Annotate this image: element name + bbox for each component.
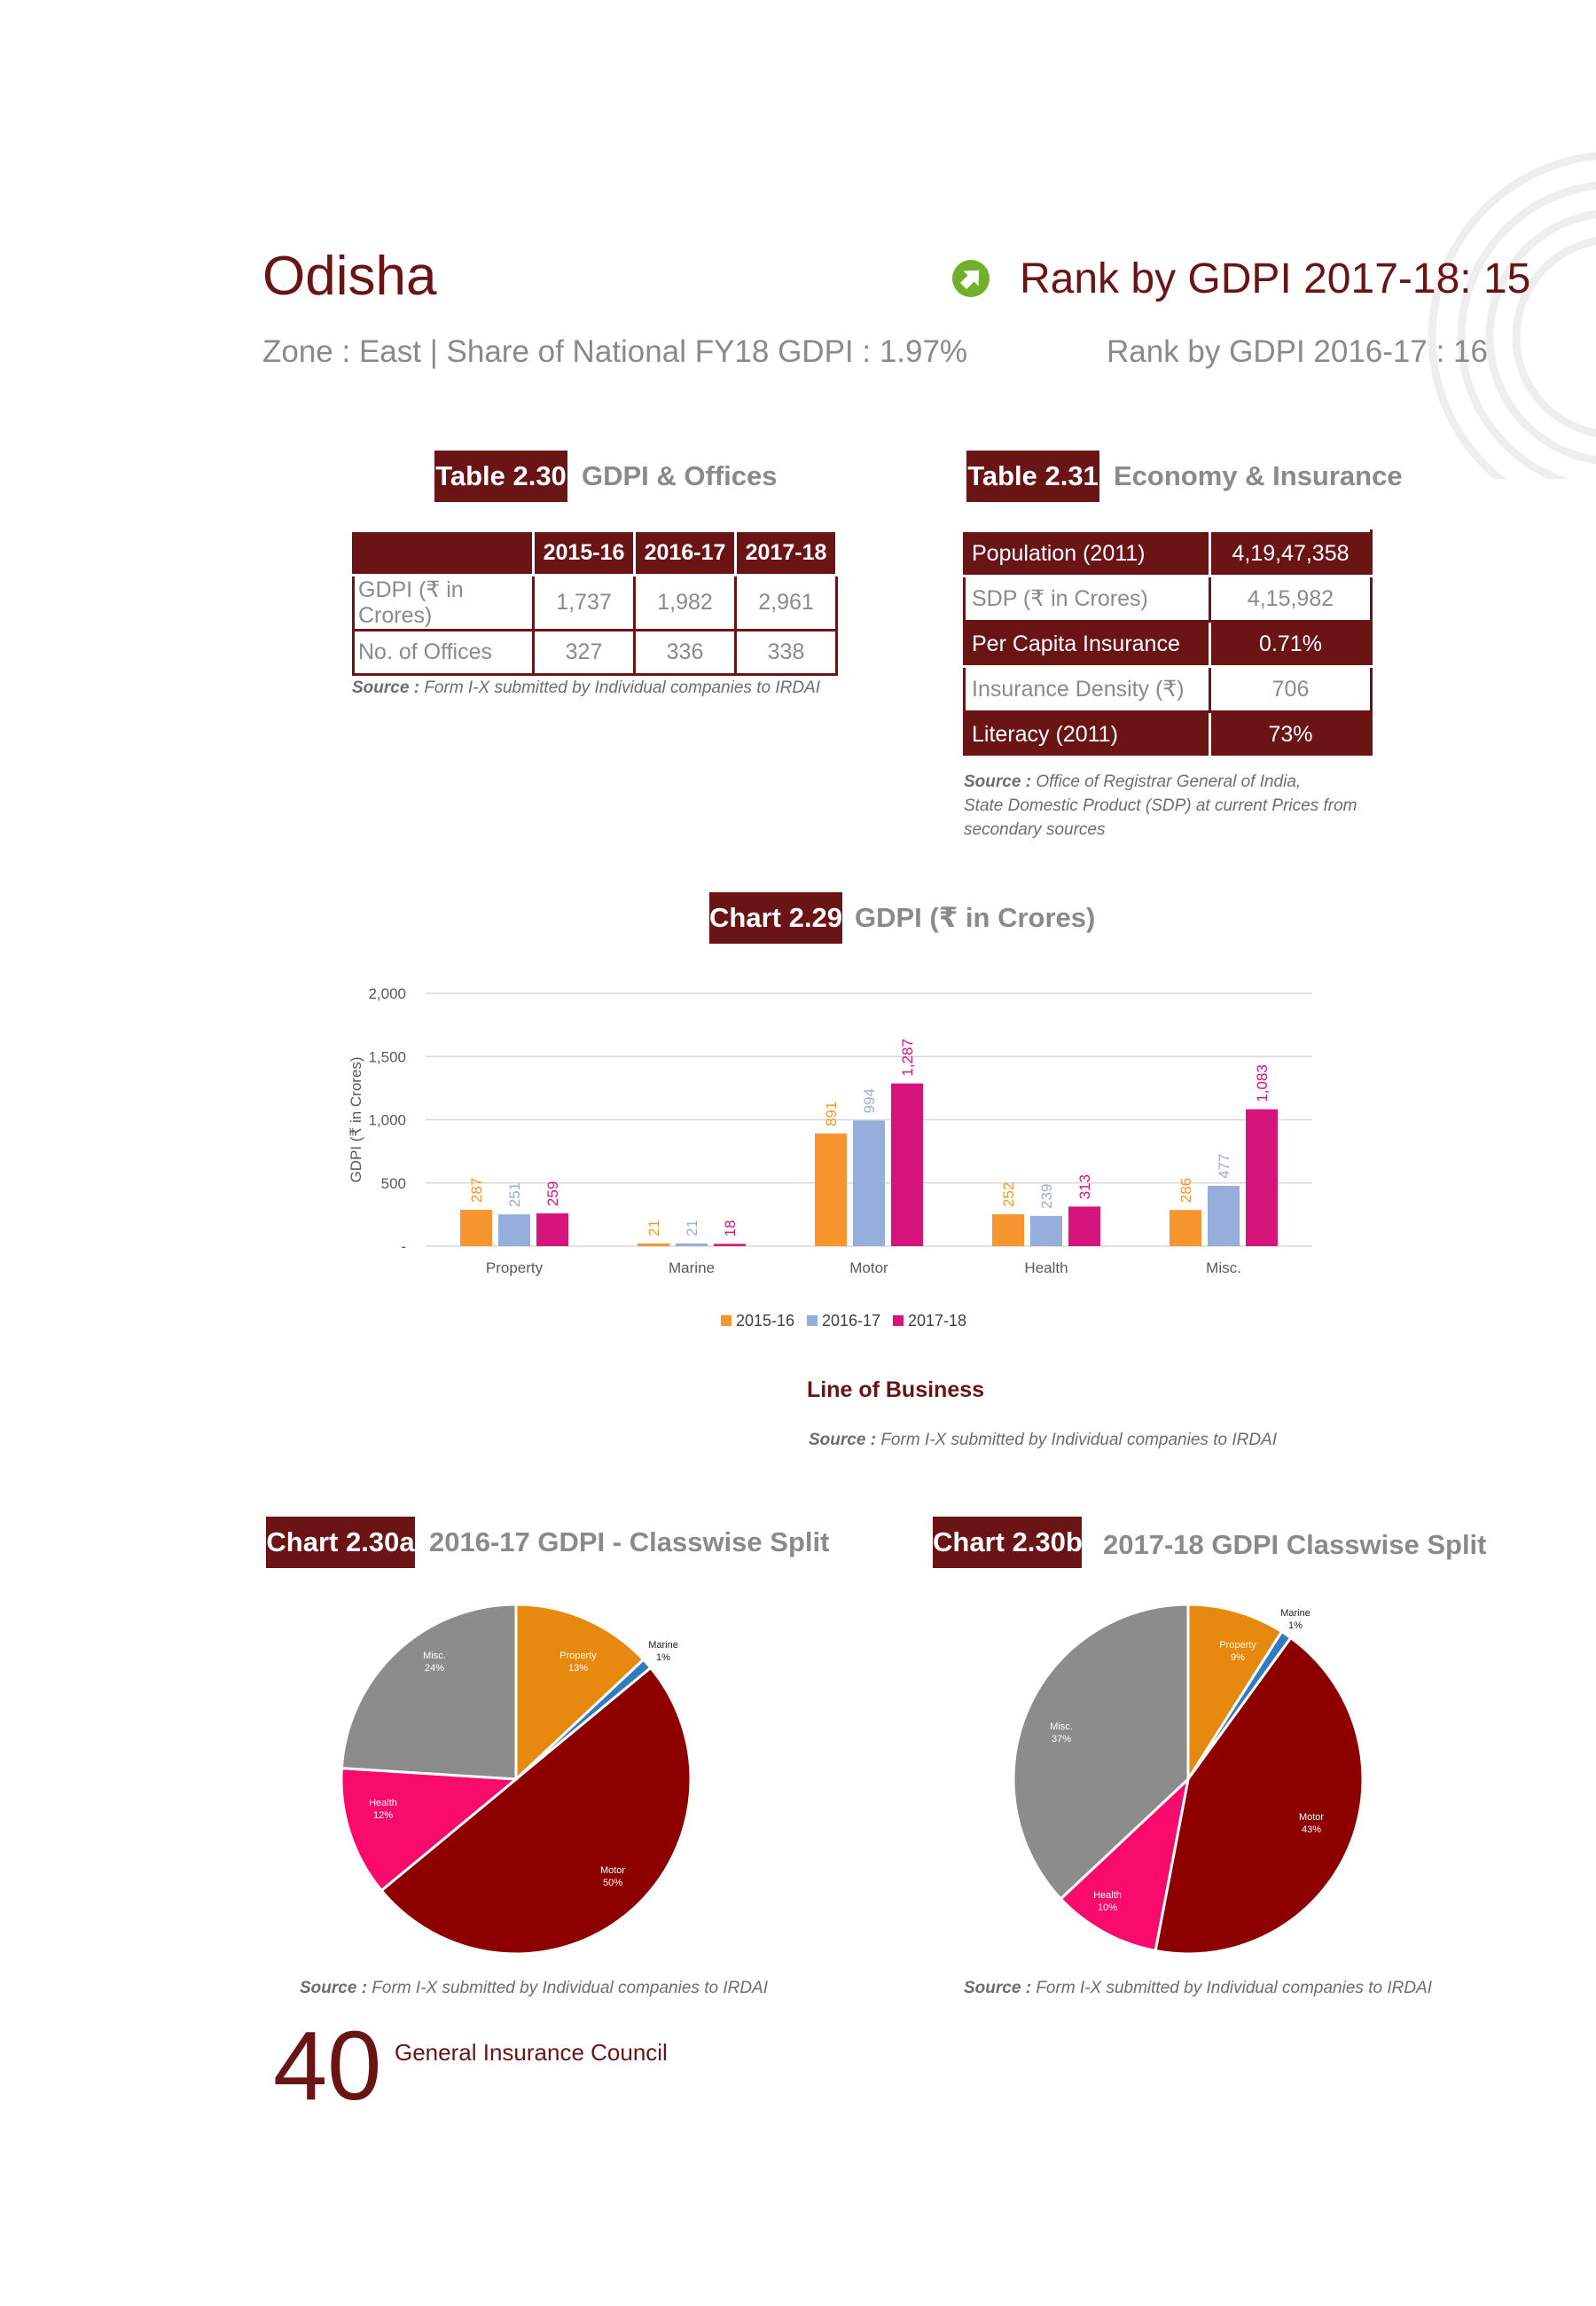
x-tick-label: Misc. (1206, 1259, 1241, 1276)
chart-229-number: Chart 2.29 (709, 892, 842, 944)
table-231-source (964, 770, 1357, 842)
legend-label: 2015-16 (736, 1312, 795, 1329)
bar-data-label: 313 (1076, 1174, 1093, 1200)
x-tick-label: Marine (669, 1259, 715, 1276)
row-label: Literacy (2011) (965, 712, 1210, 757)
table-231-caption: Economy & Insurance (1114, 460, 1403, 491)
source-label: Source : (809, 1431, 877, 1449)
bar (536, 1213, 568, 1246)
slice-percent: 1% (656, 1652, 670, 1663)
bar-data-label: 21 (645, 1220, 662, 1237)
bar-data-label: 21 (684, 1220, 700, 1237)
bar (992, 1214, 1024, 1246)
economy-insurance-table (963, 529, 1373, 758)
row-label: GDPI (₹ in Crores) (354, 576, 534, 631)
source-label: Source : (352, 678, 420, 697)
pie-chart-2016-17 (325, 1588, 706, 1978)
source-text: Form I-X submitted by Individual companies to IRDAI (1036, 1979, 1432, 1997)
bar (853, 1120, 885, 1246)
slice-percent: 50% (602, 1878, 623, 1888)
table-row (965, 667, 1372, 712)
table-cell: 4,15,982 (1210, 576, 1372, 622)
table-cell: 73% (1210, 712, 1372, 757)
row-label: SDP (₹ in Crores) (965, 576, 1210, 622)
source-line: secondary sources (964, 820, 1106, 839)
slice-label: Motor (1298, 1812, 1325, 1823)
slice-percent: 37% (1051, 1734, 1072, 1745)
bar-data-label: 252 (1000, 1181, 1017, 1208)
bar-data-label: 286 (1177, 1177, 1194, 1204)
source-label: Source : (300, 1979, 368, 1997)
gdpi-bar-chart (341, 967, 1334, 1348)
bar (498, 1214, 530, 1246)
bar (460, 1210, 492, 1246)
table-row (354, 576, 837, 631)
y-tick-label: 1,000 (368, 1111, 406, 1129)
y-tick-label: 1,500 (368, 1048, 406, 1066)
bar-data-label: 994 (861, 1087, 878, 1114)
y-tick-label: 500 (380, 1174, 406, 1192)
table-230-caption: GDPI & Offices (582, 460, 778, 491)
bar-data-label: 477 (1216, 1153, 1232, 1180)
table-230-source (352, 676, 820, 700)
bar-data-label: 239 (1038, 1183, 1055, 1209)
table-header-row (354, 531, 837, 576)
pie-chart-2017-18 (997, 1588, 1378, 1978)
x-tick-label: Property (485, 1259, 544, 1276)
slice-percent: 12% (372, 1810, 394, 1821)
y-tick-label: - (401, 1238, 406, 1255)
table-row (965, 622, 1372, 667)
table-cell: 4,19,47,358 (1210, 531, 1372, 576)
bar (1030, 1216, 1062, 1246)
slice-label: Health (1093, 1890, 1122, 1901)
table-231-number: Table 2.31 (966, 451, 1099, 502)
bar-data-label: 1,287 (899, 1039, 916, 1077)
bar-data-label: 18 (722, 1220, 739, 1237)
source-line: State Domestic Product (SDP) at current Prices from (964, 796, 1357, 815)
legend-swatch (893, 1315, 904, 1326)
slice-label: Misc. (1050, 1722, 1073, 1732)
slice-percent: 10% (1097, 1902, 1118, 1913)
rank-current: Rank by GDPI 2017-18: 15 (1020, 255, 1531, 302)
legend-label: 2017-18 (908, 1312, 967, 1329)
bar (891, 1084, 923, 1246)
slice-percent: 43% (1301, 1824, 1322, 1835)
source-label: Source : (964, 1979, 1032, 1997)
source-text: Form I-X submitted by Individual companies to IRDAI (880, 1431, 1277, 1449)
table-cell: 706 (1210, 667, 1372, 712)
bar-data-label: 251 (506, 1181, 523, 1208)
table-cell: 1,982 (635, 576, 736, 631)
source-line: Office of Registrar General of India, (1036, 773, 1302, 791)
chart-230a-caption: 2016-17 GDPI - Classwise Split (429, 1526, 830, 1557)
slice-label: Misc. (423, 1651, 446, 1661)
chart-229-source (809, 1428, 1277, 1452)
bar (1208, 1186, 1240, 1246)
pie-slice (341, 1604, 516, 1779)
legend-swatch (721, 1315, 732, 1326)
slice-label: Marine (648, 1640, 678, 1651)
table-row (965, 576, 1372, 622)
table-row (354, 631, 837, 675)
table-cell: 336 (635, 631, 736, 675)
page-title: Odisha (262, 246, 437, 307)
bar-data-label: 287 (468, 1177, 485, 1204)
slice-percent: 1% (1288, 1620, 1303, 1631)
table-row (965, 531, 1372, 576)
x-tick-label: Motor (849, 1259, 888, 1276)
slice-label: Motor (599, 1865, 626, 1876)
source-label: Source : (964, 773, 1032, 791)
bar (815, 1133, 847, 1246)
table-cell: 2,961 (736, 576, 837, 631)
slice-percent: 24% (424, 1663, 445, 1674)
slice-percent: 13% (567, 1663, 589, 1674)
gdpi-offices-table (352, 529, 838, 676)
chart-229-xlabel: Line of Business (807, 1377, 985, 1402)
chart-230a-source (300, 1976, 768, 2000)
source-text: Form I-X submitted by Individual companies to IRDAI (424, 678, 820, 697)
bar (714, 1243, 746, 1246)
bar (638, 1243, 669, 1246)
bar-data-label: 259 (544, 1180, 561, 1207)
y-tick-label: 2,000 (368, 985, 406, 1002)
table-cell: 338 (736, 631, 837, 675)
header-cell: 2016-17 (635, 531, 736, 576)
publisher-name: General Insurance Council (395, 2039, 668, 2066)
slice-label: Marine (1280, 1608, 1310, 1619)
source-text: Form I-X submitted by Individual companies to IRDAI (372, 1979, 768, 1997)
rank-previous: Rank by GDPI 2016-17 : 16 (1107, 334, 1488, 369)
row-label: Population (2011) (965, 531, 1210, 576)
header-cell: 2015-16 (534, 531, 635, 576)
table-cell: 327 (534, 631, 635, 675)
bar (1246, 1110, 1278, 1246)
table-cell: 0.71% (1210, 622, 1372, 667)
header-cell (354, 531, 534, 576)
slice-label: Property (1219, 1640, 1256, 1651)
chart-229-caption: GDPI (₹ in Crores) (855, 902, 1096, 933)
chart-230b-source (964, 1976, 1432, 2000)
chart-230a-number: Chart 2.30a (266, 1517, 415, 1568)
zone-share: Zone : East | Share of National FY18 GDPI : 1.97% (262, 334, 968, 369)
bar-data-label: 1,083 (1254, 1064, 1271, 1102)
legend-label: 2016-17 (822, 1312, 881, 1329)
table-cell: 1,737 (534, 576, 635, 631)
y-axis-label: GDPI (₹ in Crores) (348, 1056, 364, 1183)
chart-230b-caption: 2017-18 GDPI Classwise Split (1103, 1529, 1487, 1560)
chart-230b-number: Chart 2.30b (933, 1517, 1082, 1568)
legend-swatch (807, 1315, 818, 1326)
bar-data-label: 891 (823, 1101, 840, 1127)
slice-label: Property (559, 1651, 597, 1661)
bar (1068, 1206, 1100, 1246)
up-arrow-icon (951, 259, 990, 298)
table-230-number: Table 2.30 (434, 451, 567, 502)
slice-label: Health (369, 1798, 397, 1808)
slice-percent: 9% (1231, 1652, 1245, 1663)
table-row (965, 712, 1372, 757)
row-label: Per Capita Insurance (965, 622, 1210, 667)
bar (676, 1243, 708, 1246)
row-label: Insurance Density (₹) (965, 667, 1210, 712)
bar (1170, 1210, 1201, 1246)
row-label: No. of Offices (354, 631, 534, 675)
page-number: 40 (273, 2012, 382, 2121)
header-cell: 2017-18 (736, 531, 837, 576)
x-tick-label: Health (1024, 1259, 1068, 1276)
